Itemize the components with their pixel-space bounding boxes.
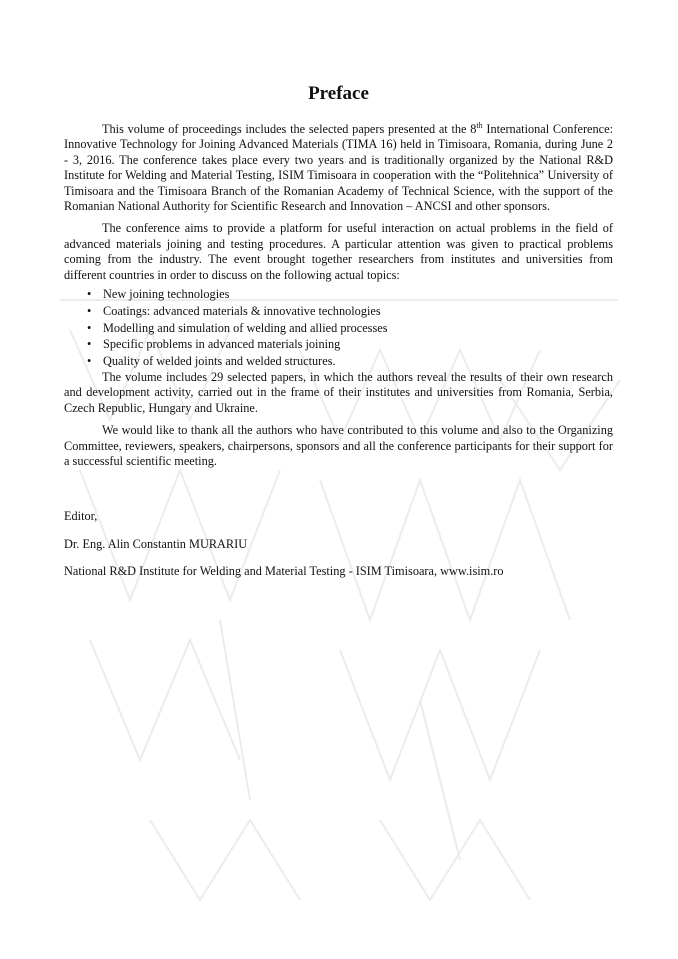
- ordinal-superscript: th: [476, 120, 483, 130]
- topics-list: [64, 286, 613, 370]
- document-body: [64, 82, 613, 592]
- editor-name: Dr. Eng. Alin Constantin MURARIU: [64, 536, 248, 551]
- list-item: • Specific problems in advanced materials joining: [103, 336, 613, 353]
- list-item: • New joining technologies: [103, 286, 613, 303]
- volume-paragraph: The volume includes 29 selected papers, in which the authors reveal the results of their own research and development activity, carried out in the frame of their institutes and universities from Romania, Serbia, Czech Republic, Hungary and Ukraine.: [64, 370, 613, 415]
- list-item: • Quality of welded joints and welded structures.: [103, 353, 613, 370]
- list-item: • Coatings: advanced materials & innovative technologies: [103, 303, 613, 320]
- signature-block: [64, 509, 613, 579]
- thanks-paragraph: We would like to thank all the authors who have contributed to this volume and also to the Organizing Committee, reviewers, speakers, chairpersons, sponsors and all the conference participants for their support for a successful scientific meeting.: [64, 423, 613, 469]
- editor-affiliation: National R&D Institute for Welding and Material Testing - ISIM Timisoara, www.isim.ro: [64, 564, 504, 579]
- intro-paragraph: [64, 122, 613, 214]
- page-title: Preface: [308, 83, 369, 104]
- intro-text-start: This volume of proceedings includes the selected papers presented at the 8: [102, 122, 477, 136]
- editor-role: Editor,: [64, 509, 98, 524]
- list-item: • Modelling and simulation of welding and allied processes: [103, 320, 613, 337]
- intro-text-end: International Conference: Innovative Technology for Joining Advanced Materials (TIMA 16) held in Timisoara, Romania, during June 2 - 3, 2016. The conference takes place every two years and is traditionally organized by the National R&D Institute for Welding and Material Testing, ISIM Timisoara in cooperation with the “Politehnica” University of Timisoara and the Timisoara Branch of the Romanian Academy of Technical Science, with the support of the Romanian National Authority for Scientific Research and Innovation – ANCSI and other sponsors.: [64, 122, 613, 214]
- aims-paragraph: The conference aims to provide a platform for useful interaction on actual problems in the field of advanced materials joining and testing procedures. A particular attention was given to practical problems coming from the industry. The event brought together researchers from institutes and universities from different countries in order to discuss on the following actual topics:: [64, 221, 613, 282]
